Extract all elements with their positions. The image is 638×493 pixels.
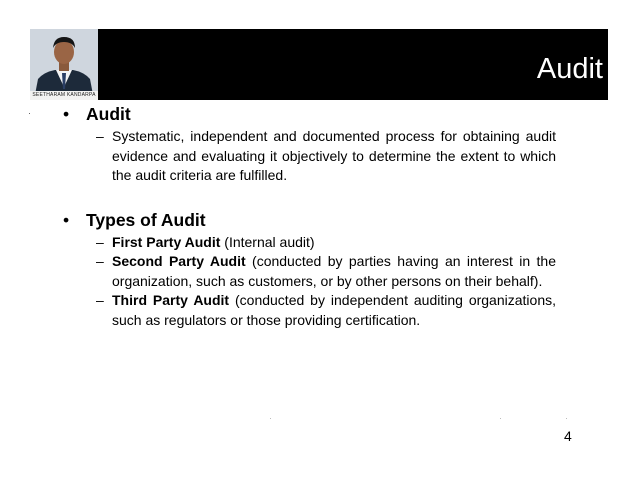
list-item [63,252,556,291]
list-item-text: (conducted by parties having an interest in the organization, such as customers, or by other persons on their behalf). [112,253,556,289]
bullet-icon: • [63,104,70,124]
page-number: 4 [564,428,572,444]
decorative-speck [500,418,501,419]
list-item-text: (Internal audit) [220,233,315,250]
section-heading-types-of-audit [63,209,556,231]
list-item [63,127,556,186]
dash-icon: – [96,233,104,250]
list-item-text: Systematic, independent and documented process for obtaining audit evidence and evaluating it objectively to determine the extent to which the audit criteria are fulfilled. [112,128,556,183]
dash-icon: – [96,292,104,308]
slide-title: Audit [536,53,603,85]
list-item-bold: Third Party Audit [112,292,230,308]
list-item-text: (conducted by independent auditing organizations, such as regulators or those providing certification. [112,292,556,328]
bullet-icon: • [63,209,70,230]
section-heading-text: Types of Audit [86,209,206,230]
list-item-bold: First Party Audit [112,233,221,250]
presenter-photo [30,29,98,100]
presenter-portrait-image [30,29,98,100]
decorative-speck [566,418,567,419]
list-item [63,291,556,330]
slide-content [63,100,556,330]
list-item [63,233,556,253]
section-heading-text: Audit [86,104,131,124]
section-heading-audit [63,103,556,125]
header-bar [30,29,608,100]
decorative-dot [29,113,30,114]
dash-icon: – [96,128,104,144]
decorative-speck [270,418,271,419]
dash-icon: – [96,253,104,269]
photo-caption: SEETHARAM KANDARPA [30,91,98,100]
list-item-bold: Second Party Audit [112,253,246,269]
